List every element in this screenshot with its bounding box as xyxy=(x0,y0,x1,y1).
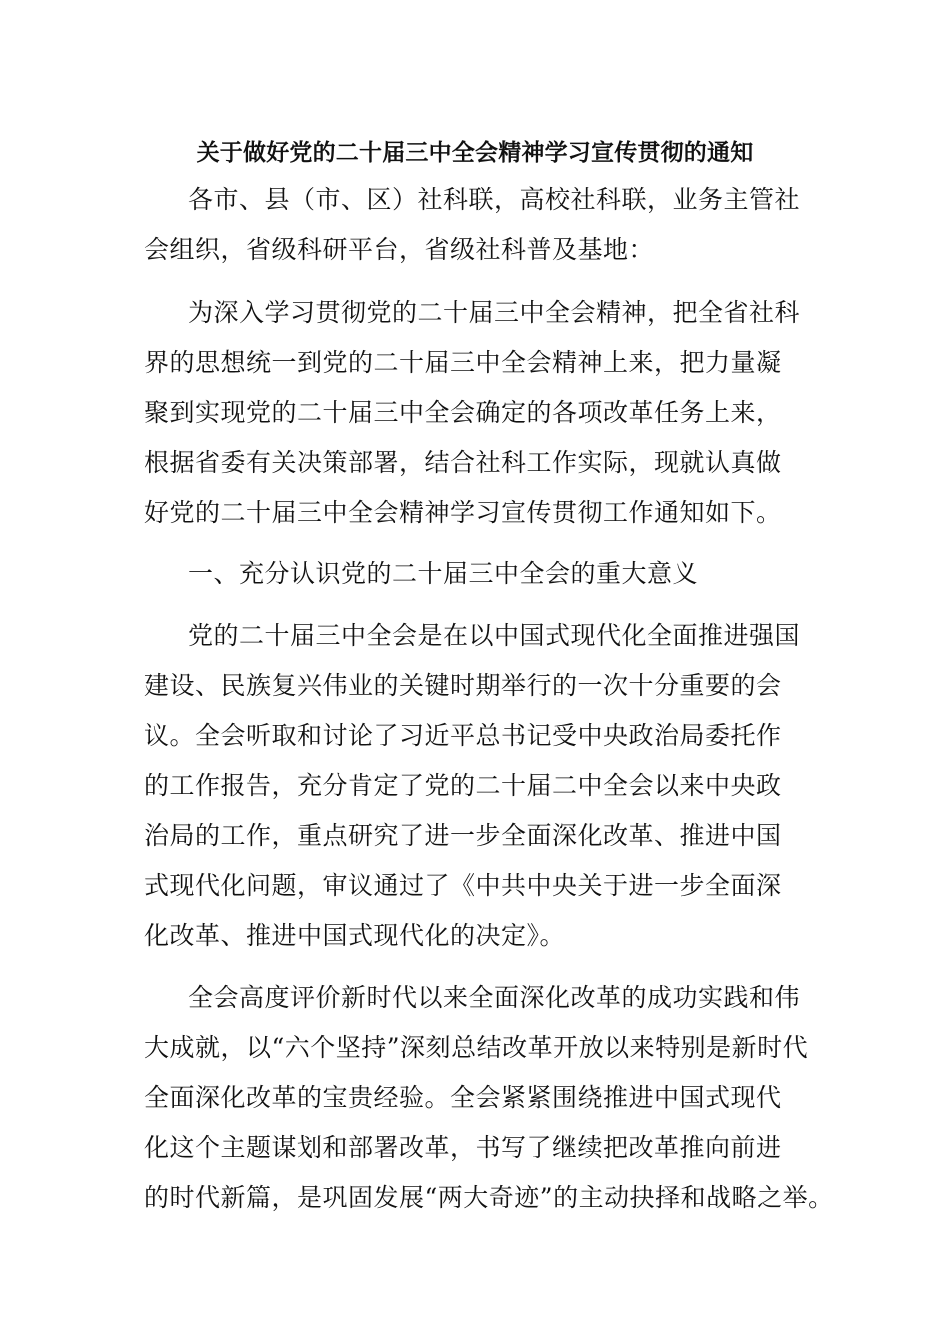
paragraph-line: 治局的工作，重点研究了进一步全面深化改革、推进中国 xyxy=(144,821,782,850)
paragraph-line: 界的思想统一到党的二十届三中全会精神上来，把力量凝 xyxy=(144,348,782,377)
paragraph-line: 为深入学习贯彻党的二十届三中全会精神，把全省社科 xyxy=(188,298,801,327)
document-title: 关于做好党的二十届三中全会精神学习宣传贯彻的通知 xyxy=(196,140,754,166)
paragraph-line: 的工作报告，充分肯定了党的二十届二中全会以来中央政 xyxy=(144,771,782,800)
paragraph-line: 议。全会听取和讨论了习近平总书记受中央政治局委托作 xyxy=(144,721,782,750)
salutation-line: 各市、县（市、区）社科联，高校社科联，业务主管社 xyxy=(188,185,801,214)
paragraph-line: 聚到实现党的二十届三中全会确定的各项改革任务上来， xyxy=(144,398,782,427)
paragraph-line: 化这个主题谋划和部署改革，书写了继续把改革推向前进 xyxy=(144,1133,782,1162)
paragraph-line: 式现代化问题，审议通过了《中共中央关于进一步全面深 xyxy=(144,871,782,900)
paragraph-line: 党的二十届三中全会是在以中国式现代化全面推进强国 xyxy=(188,621,801,650)
paragraph-line: 全面深化改革的宝贵经验。全会紧紧围绕推进中国式现代 xyxy=(144,1083,782,1112)
paragraph-line: 化改革、推进中国式现代化的决定》。 xyxy=(144,921,566,950)
salutation-line: 会组织，省级科研平台，省级社科普及基地： xyxy=(144,235,655,264)
section-heading: 一、充分认识党的二十届三中全会的重大意义 xyxy=(188,559,699,588)
paragraph-line: 的时代新篇，是巩固发展“两大奇迹”的主动抉择和战略之举。 xyxy=(144,1183,834,1212)
paragraph-line: 大成就，以“六个坚持”深刻总结改革开放以来特别是新时代 xyxy=(144,1033,809,1062)
paragraph-line: 建设、民族复兴伟业的关键时期举行的一次十分重要的会 xyxy=(144,671,782,700)
paragraph-line: 全会高度评价新时代以来全面深化改革的成功实践和伟 xyxy=(188,983,801,1012)
paragraph-line: 根据省委有关决策部署，结合社科工作实际，现就认真做 xyxy=(144,448,782,477)
paragraph-line: 好党的二十届三中全会精神学习宣传贯彻工作通知如下。 xyxy=(144,498,782,527)
